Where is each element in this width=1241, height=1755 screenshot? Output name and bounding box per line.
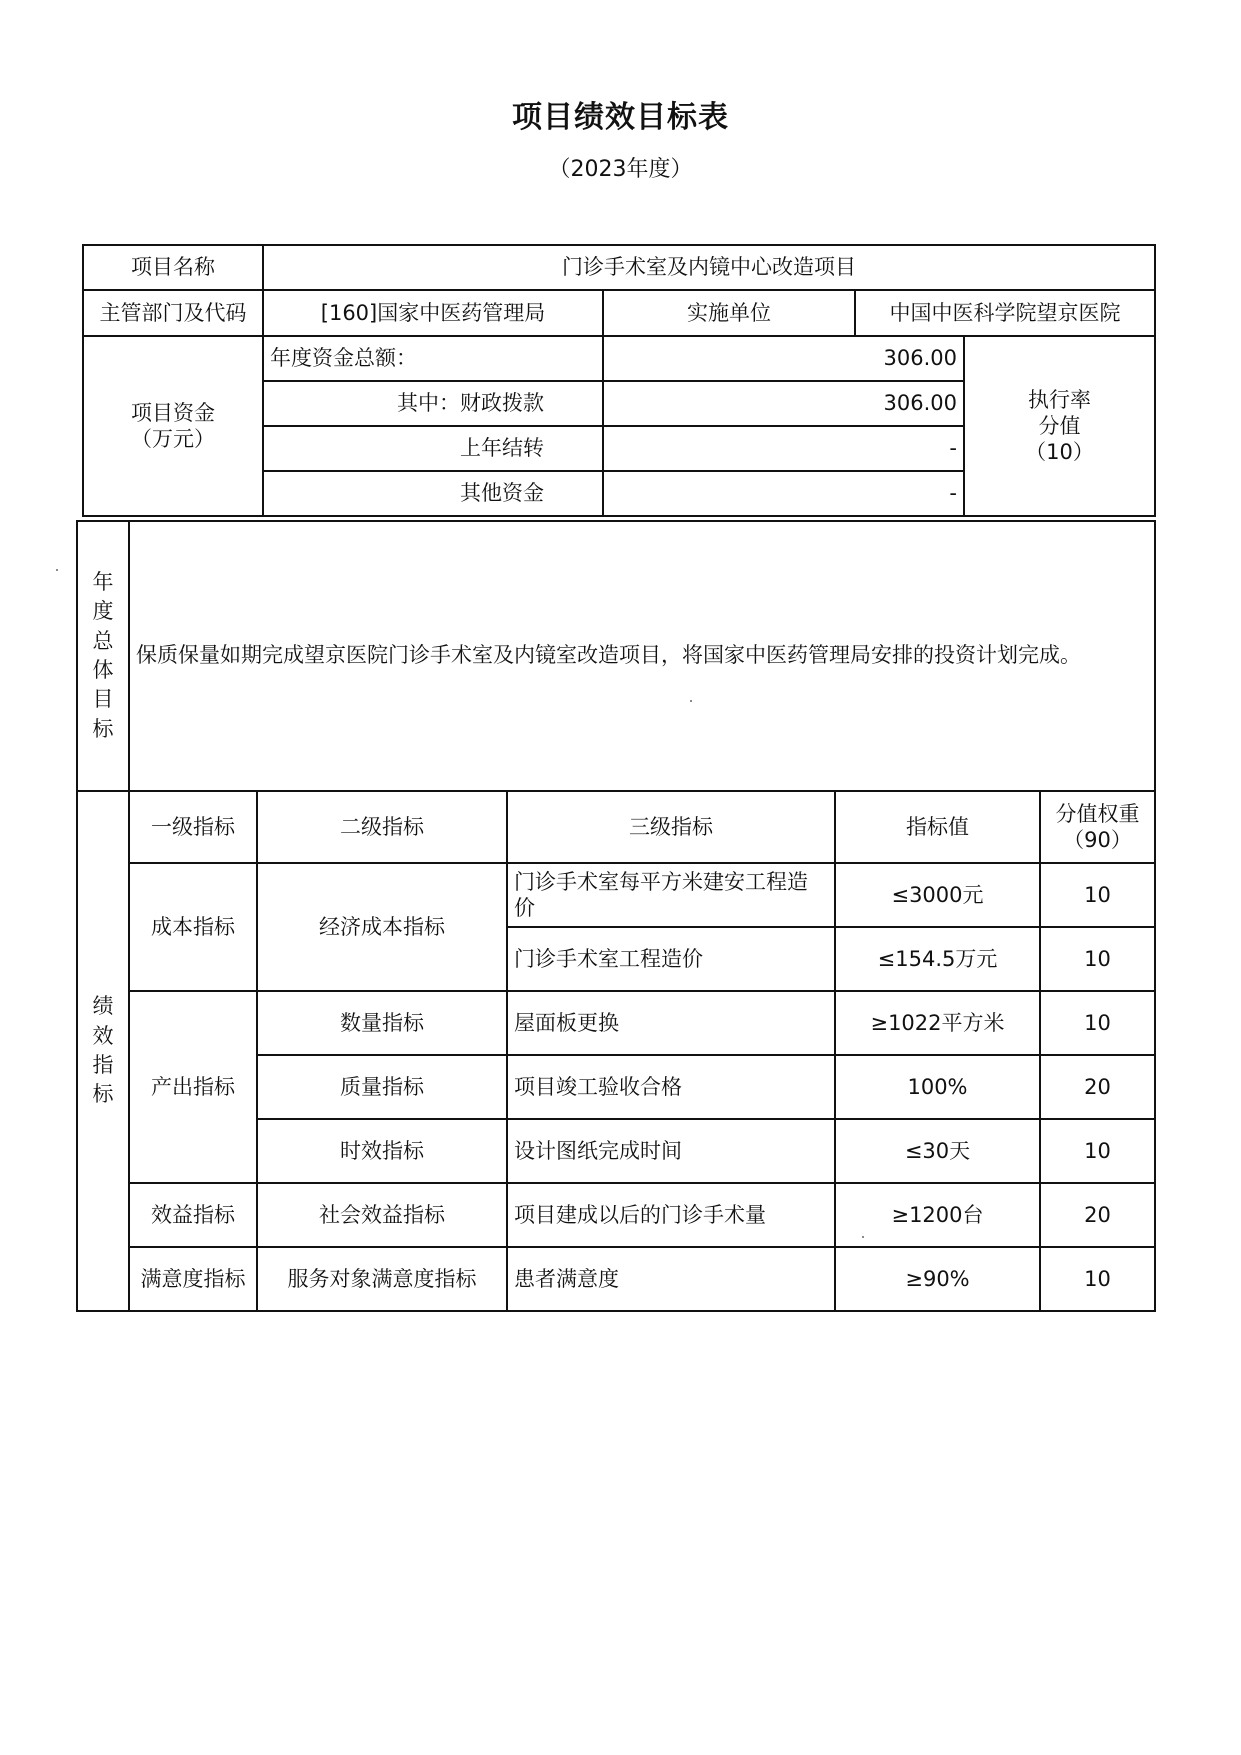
project-info-table: [82, 244, 1156, 517]
dept-label: 主管部门及代码: [83, 290, 263, 336]
header-weight: [1040, 791, 1155, 863]
benefit-value: ≥1200台: [835, 1183, 1040, 1247]
output-level1: 产出指标: [129, 991, 257, 1183]
project-name-label: 项目名称: [83, 245, 263, 290]
satisfaction-value: ≥90%: [835, 1247, 1040, 1311]
benefit-level3: 项目建成以后的门诊手术量: [507, 1183, 835, 1247]
output-level2-3: 时效指标: [257, 1119, 507, 1183]
objective-label-cell: [77, 521, 129, 791]
indicators-label-cell: [77, 791, 129, 1311]
exec-rate-cell: [964, 336, 1155, 516]
scan-speck: [862, 1236, 864, 1238]
benefit-weight: 20: [1040, 1183, 1155, 1247]
funds-carryover-value: -: [603, 426, 964, 471]
exec-rate-line2: 分值: [1038, 413, 1081, 438]
funds-total-label: 年度资金总额：: [263, 336, 603, 381]
scan-speck: [690, 700, 692, 702]
cost-level1: 成本指标: [129, 863, 257, 991]
cost-value-2: ≤154.5万元: [835, 927, 1040, 991]
funds-other-label: 其他资金: [263, 471, 603, 516]
satisfaction-level1: 满意度指标: [129, 1247, 257, 1311]
unit-label: 实施单位: [603, 290, 855, 336]
exec-rate-line3: （10）: [1025, 440, 1094, 465]
benefit-level2: 社会效益指标: [257, 1183, 507, 1247]
funds-other-value: -: [603, 471, 964, 516]
output-weight-2: 20: [1040, 1055, 1155, 1119]
objective-label: 年度总体目标: [92, 569, 114, 741]
cost-value-1: ≤3000元: [835, 863, 1040, 927]
cost-level3-1: 门诊手术室每平方米建安工程造价: [507, 863, 835, 927]
header-weight-line1: 分值权重: [1055, 801, 1140, 826]
funds-label-line1: 项目资金: [131, 400, 215, 425]
unit-value: 中国中医科学院望京医院: [855, 290, 1155, 336]
objective-text: 保质保量如期完成望京医院门诊手术室及内镜室改造项目，将国家中医药管理局安排的投资计划完成。: [129, 521, 1155, 791]
header-value: 指标值: [835, 791, 1040, 863]
cost-level2: 经济成本指标: [257, 863, 507, 991]
output-level3-2: 项目竣工验收合格: [507, 1055, 835, 1119]
output-weight-3: 10: [1040, 1119, 1155, 1183]
output-value-3: ≤30天: [835, 1119, 1040, 1183]
dept-value: [160]国家中医药管理局: [263, 290, 603, 336]
funds-fiscal-label: 其中：财政拨款: [263, 381, 603, 426]
funds-label: [83, 336, 263, 516]
page-title: 项目绩效目标表: [512, 100, 729, 135]
indicators-label: 绩效指标: [92, 994, 114, 1107]
header-level2: 二级指标: [257, 791, 507, 863]
output-level3-3: 设计图纸完成时间: [507, 1119, 835, 1183]
output-value-1: ≥1022平方米: [835, 991, 1040, 1055]
output-value-2: 100%: [835, 1055, 1040, 1119]
satisfaction-weight: 10: [1040, 1247, 1155, 1311]
funds-fiscal-value: 306.00: [603, 381, 964, 426]
benefit-level1: 效益指标: [129, 1183, 257, 1247]
output-level2-2: 质量指标: [257, 1055, 507, 1119]
funds-label-line2: （万元）: [131, 427, 215, 451]
cost-weight-2: 10: [1040, 927, 1155, 991]
scan-speck: [56, 569, 58, 571]
cost-weight-1: 10: [1040, 863, 1155, 927]
satisfaction-level3: 患者满意度: [507, 1247, 835, 1311]
header-weight-line2: （90）: [1063, 828, 1132, 852]
output-weight-1: 10: [1040, 991, 1155, 1055]
funds-total-value: 306.00: [603, 336, 964, 381]
header-level1: 一级指标: [129, 791, 257, 863]
funds-carryover-label: 上年结转: [263, 426, 603, 471]
header-level3: 三级指标: [507, 791, 835, 863]
indicators-table: [76, 520, 1156, 1312]
satisfaction-level2: 服务对象满意度指标: [257, 1247, 507, 1311]
project-name-value: 门诊手术室及内镜中心改造项目: [263, 245, 1155, 290]
output-level3-1: 屋面板更换: [507, 991, 835, 1055]
output-level2-1: 数量指标: [257, 991, 507, 1055]
page-subtitle: （2023年度）: [548, 157, 693, 182]
cost-level3-2: 门诊手术室工程造价: [507, 927, 835, 991]
exec-rate-line1: 执行率: [1028, 387, 1091, 412]
